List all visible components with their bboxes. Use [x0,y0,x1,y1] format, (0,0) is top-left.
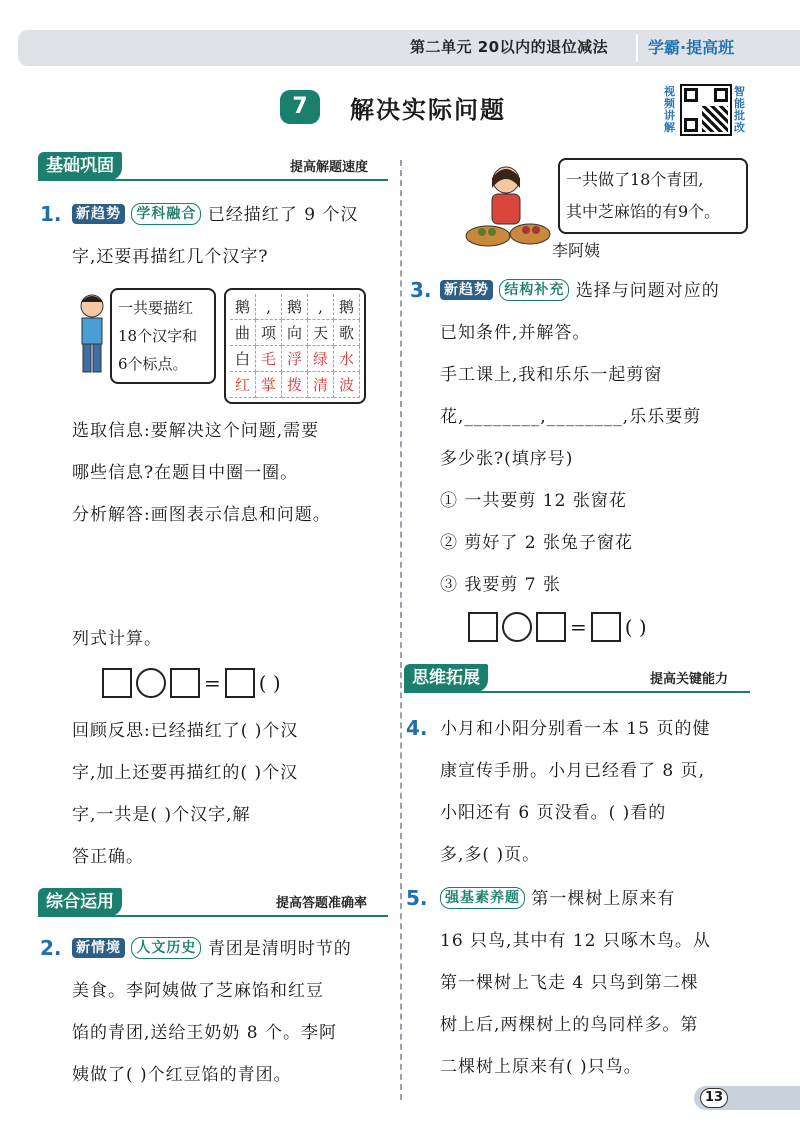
answer-box[interactable] [536,612,566,642]
grid-cell-traced: 浮 [282,346,308,372]
poem-grid [224,288,366,404]
operator-circle[interactable] [136,668,166,698]
q3-line2: 已知条件,并解答。 [440,323,591,343]
brand-label: 学霸·提高班 [648,38,735,57]
q1-bubble-line: 6个标点。 [118,355,188,373]
q1-line1 [72,194,358,236]
q1-line2: 字,还要再描红几个汉字? [72,247,269,267]
q2-line2: 美食。李阿姨做了芝麻馅和红豆 [72,981,324,1001]
q5-line3: 第一棵树上飞走 4 只鸟到第二棵 [440,973,699,993]
qr-right-label: 智能批改 [734,85,745,134]
q3-line1-text: 选择与问题对应的 [575,281,720,301]
grid-cell-traced: 毛 [256,346,282,372]
grid-cell-traced: 清 [308,372,334,398]
q1-calc-label: 列式计算。 [72,629,162,649]
q2-bubble-line: 其中芝麻馅的有9个。 [566,202,721,221]
q3-line3: 手工课上,我和乐乐一起剪窗 [440,365,663,385]
unit-blank[interactable]: ( ) [258,671,281,695]
q5-line5: 二棵树上原来有( )只鸟。 [440,1057,642,1077]
q5-line1-text: 第一棵树上原来有 [531,889,676,909]
grid-cell-traced: 掌 [256,372,282,398]
q3-option2: ② 剪好了 2 张兔子窗花 [440,533,634,553]
grid-cell: , [308,294,334,320]
equals-sign: = [570,615,587,639]
q1-tag2: 学科融合 [131,203,201,225]
section-basic [38,152,388,182]
q2-number: 2. [40,936,62,960]
unit-blank[interactable]: ( ) [624,615,647,639]
q4-line2: 康宣传手册。小月已经看了 8 页, [440,761,706,781]
grid-cell: 鹅 [334,294,360,320]
q1-equation [102,668,281,698]
qr-code-icon[interactable] [680,84,732,136]
header-separator [636,34,638,62]
q1-number: 1. [40,202,62,226]
answer-box[interactable] [225,668,255,698]
q2-speech-bubble [558,158,748,234]
q2-tag1: 新情境 [72,938,125,958]
q3-equation [468,612,647,642]
q2-line3: 馅的青团,送给王奶奶 8 个。李阿 [72,1023,338,1043]
q1-text1: 选取信息:要解决这个问题,需要 [72,421,320,441]
grid-cell: 鹅 [282,294,308,320]
q1-text2: 哪些信息?在题目中圈一圈。 [72,463,299,483]
q2-line1-text: 青团是清明时节的 [207,939,352,959]
q3-line1 [440,270,720,312]
q1-bubble-line: 一共要描红 [118,299,194,317]
q1-speech-bubble [110,288,216,384]
q3-tag1: 新趋势 [440,280,493,300]
answer-box[interactable] [468,612,498,642]
q2-line1 [72,928,352,970]
q1-reflect3: 字,一共是( )个汉字,解 [72,805,251,825]
unit-title: 第二单元 20以内的退位减法 [410,38,609,56]
lesson-number: 7 [280,90,320,124]
q5-line4: 树上后,两棵树上的鸟同样多。第 [440,1015,699,1035]
grid-cell: 鹅 [230,294,256,320]
column-divider [400,160,402,1100]
q3-line5: 多少张?(填序号) [440,449,574,469]
answer-box[interactable] [170,668,200,698]
grid-cell: 曲 [230,320,256,346]
q2-caption: 李阿姨 [552,241,601,260]
grid-cell: 项 [256,320,282,346]
grid-cell-traced: 绿 [308,346,334,372]
answer-box[interactable] [591,612,621,642]
section-apply-sub: 提高答题准确率 [276,896,368,911]
grid-cell-traced: 红 [230,372,256,398]
section-think-sub: 提高关键能力 [650,672,729,687]
q3-option3: ③ 我要剪 7 张 [440,575,562,595]
q4-line3: 小阳还有 6 页没看。( )看的 [440,803,667,823]
section-apply-tag: 综合运用 [38,888,122,916]
grid-cell: 白 [230,346,256,372]
grid-cell: 歌 [334,320,360,346]
q3-option1: ① 一共要剪 12 张窗花 [440,491,627,511]
q5-tag: 强基素养题 [440,887,525,909]
grid-cell-traced: 波 [334,372,360,398]
operator-circle[interactable] [502,612,532,642]
q3-number: 3. [410,278,432,302]
q1-text3: 分析解答:画图表示信息和问题。 [72,505,331,525]
grid-cell-traced: 拨 [282,372,308,398]
q2-bubble-line: 一共做了18个青团, [566,170,704,189]
q1-reflect1: 回顾反思:已经描红了( )个汉 [72,721,299,741]
q4-line4: 多,多( )页。 [440,845,541,865]
q1-reflect4: 答正确。 [72,847,144,867]
grid-cell: 向 [282,320,308,346]
header-band [18,30,800,66]
section-think-tag: 思维拓展 [404,664,488,692]
q5-line1 [440,878,675,920]
section-apply [38,888,388,918]
q1-reflect2: 字,加上还要再描红的( )个汉 [72,763,299,783]
equals-sign: = [204,671,221,695]
q1-tag1: 新趋势 [72,204,125,224]
q5-number: 5. [406,886,428,910]
grid-cell-traced: 水 [334,346,360,372]
section-basic-sub: 提高解题速度 [290,160,369,175]
q3-line4: 花,________,________,乐乐要剪 [440,407,702,427]
q2-line4: 姨做了( )个红豆馅的青团。 [72,1065,292,1085]
q4-line1: 小月和小阳分别看一本 15 页的健 [440,719,711,739]
answer-box[interactable] [102,668,132,698]
q2-tag2: 人文历史 [131,937,201,959]
page-number: 13 [700,1088,728,1108]
q3-tag2: 结构补充 [499,279,569,301]
lesson-title: 解决实际问题 [350,96,506,124]
page-number-band [694,1086,800,1110]
qr-left-label: 视频讲解 [664,85,675,134]
section-basic-tag: 基础巩固 [38,152,122,180]
q4-number: 4. [406,716,428,740]
woman-cooking-illustration-icon [458,158,554,254]
grid-cell: , [256,294,282,320]
section-think [404,664,750,694]
q1-bubble-line: 18个汉字和 [118,327,198,345]
q5-line2: 16 只鸟,其中有 12 只啄木鸟。从 [440,931,711,951]
grid-cell: 天 [308,320,334,346]
boy-illustration-icon [72,290,112,380]
q1-line1-text: 已经描红了 9 个汉 [207,205,359,225]
